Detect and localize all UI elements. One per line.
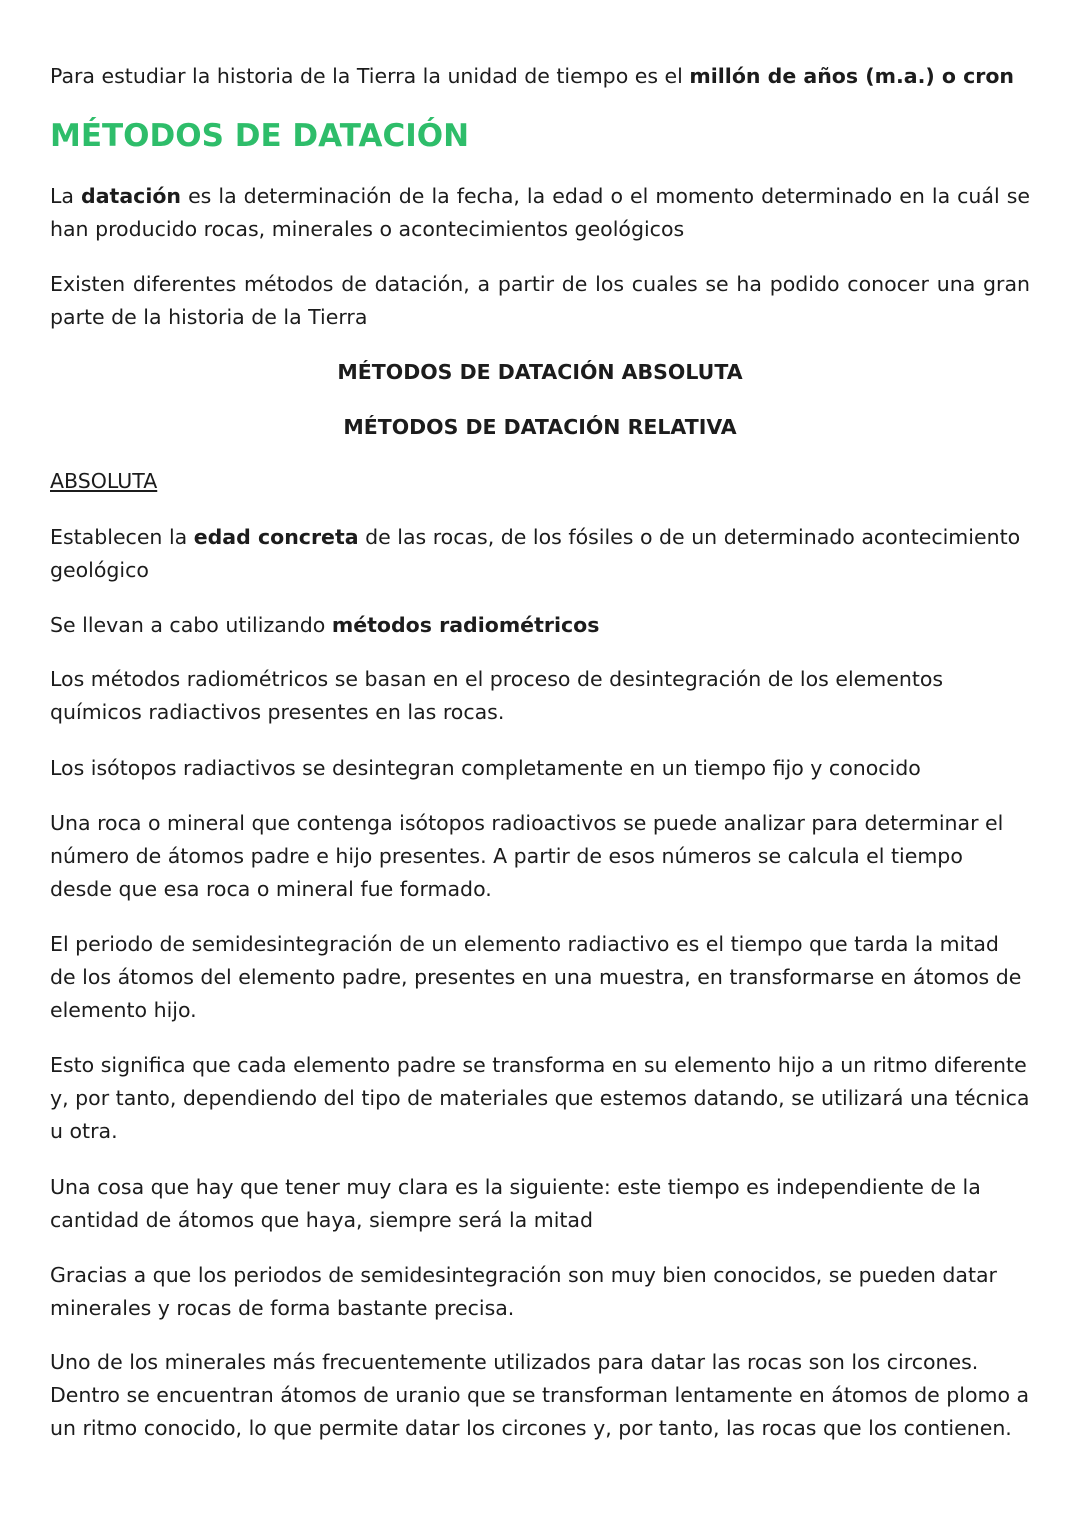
llevan-bold: métodos radiométricos (331, 613, 600, 637)
paragraph-circones: Uno de los minerales más frecuentemente utilizados para datar las rocas son los circones. Dentro se encuentran átomos de uranio que se transforman lentamente en átomos de plomo a un ritmo conocido, lo que permite datar los circones y, por tanto, las rocas que los contienen. (50, 1350, 1030, 1440)
intro-paragraph (50, 60, 1030, 93)
paragraph-isotopos: Los isótopos radiactivos se desintegran completamente en un tiempo fijo y conocido (50, 756, 921, 780)
section-heading: MÉTODOS DE DATACIÓN (50, 118, 470, 154)
llevan-pre: Se llevan a cabo utilizando (50, 613, 332, 637)
paragraph-ritmo-diferente: Esto significa que cada elemento padre se transforma en su elemento hijo a un ritmo diferente y, por tanto, dependiendo del tipo de materiales que estemos datando, se utilizará una técnica u otra. (50, 1053, 1030, 1143)
definition-pre: La (50, 184, 82, 208)
paragraph-precisa: Gracias a que los periodos de semidesintegración son muy bien conocidos, se pueden datar minerales y rocas de forma bastante precisa. (50, 1263, 997, 1320)
paragraph-mitad: Una cosa que hay que tener muy clara es la siguiente: este tiempo es independiente de la cantidad de átomos que haya, siempre será la mitad (50, 1175, 981, 1232)
paragraph-roca-mineral: Una roca o mineral que contenga isótopos radioactivos se puede analizar para determinar el número de átomos padre e hijo presentes. A partir de esos números se calcula el tiempo desde que esa roca o mineral fue formado. (50, 811, 1004, 901)
method-absolute-heading: MÉTODOS DE DATACIÓN ABSOLUTA (337, 360, 743, 384)
existen-paragraph: Existen diferentes métodos de datación, a partir de los cuales se ha podido conocer una gran parte de la historia de la Tierra (50, 272, 1030, 329)
definition-paragraph (50, 180, 1030, 246)
intro-bold: millón de años (m.a.) o cron (689, 64, 1015, 88)
definition-bold: datación (81, 184, 182, 208)
establecen-pre: Establecen la (50, 525, 194, 549)
absoluta-label: ABSOLUTA (50, 469, 158, 493)
paragraph-radiometricos: Los métodos radiométricos se basan en el proceso de desintegración de los elementos químicos radiactivos presentes en las rocas. (50, 667, 944, 724)
llevan-paragraph (50, 609, 1030, 642)
definition-post: es la determinación de la fecha, la edad o el momento determinado en la cuál se han producido rocas, minerales o acontecimientos geológicos (50, 184, 1031, 241)
establecen-paragraph (50, 521, 1030, 587)
method-relative-heading: MÉTODOS DE DATACIÓN RELATIVA (343, 415, 737, 439)
intro-text: Para estudiar la historia de la Tierra la unidad de tiempo es el (50, 64, 690, 88)
paragraph-semidesintegracion: El periodo de semidesintegración de un elemento radiactivo es el tiempo que tarda la mitad de los átomos del elemento padre, presentes en una muestra, en transformarse en átomos de elemento hijo. (50, 932, 1022, 1022)
establecen-post: de las rocas, de los fósiles o de un determinado acontecimiento geológico (50, 525, 1021, 582)
establecen-bold: edad concreta (193, 525, 359, 549)
